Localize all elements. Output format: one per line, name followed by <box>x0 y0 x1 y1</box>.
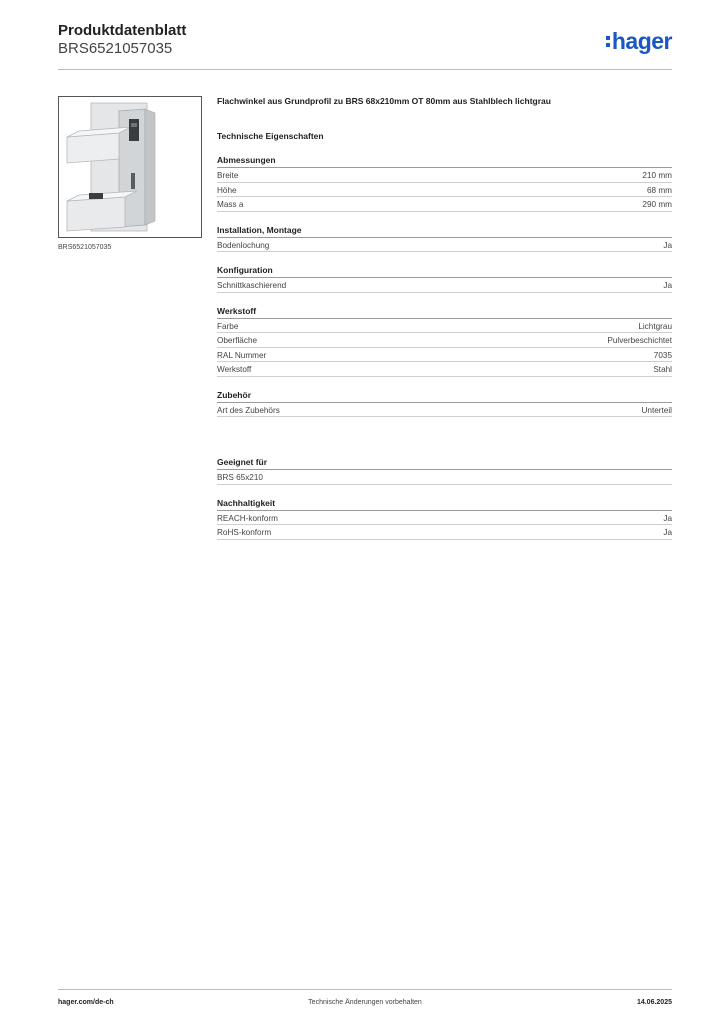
page-header <box>58 22 672 70</box>
footer-date: 14.06.2025 <box>636 999 672 1006</box>
section-title: Werkstoff <box>217 306 672 319</box>
specifications <box>217 96 672 540</box>
spec-label: Bodenlochung <box>217 240 270 250</box>
flat-angle-product-icon <box>59 97 202 238</box>
spec-section <box>217 265 672 293</box>
spec-label: RAL Nummer <box>217 350 267 360</box>
spec-label: BRS 65x210 <box>217 473 263 482</box>
spec-sections <box>217 155 672 540</box>
spec-value: 210 mm <box>642 171 672 180</box>
spec-row <box>217 238 672 253</box>
spec-value: Lichtgrau <box>638 321 672 331</box>
spec-label: RoHS-konform <box>217 528 272 537</box>
spec-value: 290 mm <box>642 200 672 209</box>
spec-row <box>217 333 672 348</box>
spec-section <box>217 498 672 540</box>
spec-value: Ja <box>663 528 672 537</box>
spec-row <box>217 525 672 540</box>
spec-label: Oberfläche <box>217 336 258 345</box>
spec-row <box>217 362 672 377</box>
spec-value: 7035 <box>653 350 672 360</box>
spec-label: Farbe <box>217 321 239 331</box>
spec-label: Art des Zubehörs <box>217 405 280 415</box>
spec-value: Pulverbeschichtet <box>607 336 672 345</box>
spec-label: Schnittkaschierend <box>217 281 287 290</box>
document-title: Produktdatenblatt <box>58 22 187 39</box>
section-title: Abmessungen <box>217 155 672 168</box>
logo-dots-icon <box>606 34 610 48</box>
section-title: Konfiguration <box>217 265 672 278</box>
document-subtitle: BRS6521057035 <box>58 40 173 57</box>
spec-section <box>217 390 672 418</box>
spec-label: Breite <box>217 171 239 180</box>
section-title: Installation, Montage <box>217 225 672 238</box>
spec-row <box>217 168 672 183</box>
spec-row <box>217 348 672 363</box>
product-description: Flachwinkel aus Grundprofil zu BRS 68x210mm OT 80mm aus Stahlblech lichtgrau <box>217 96 551 106</box>
spec-section <box>217 457 672 485</box>
spec-row <box>217 183 672 198</box>
section-title: Zubehör <box>217 390 672 403</box>
section-title: Nachhaltigkeit <box>217 498 672 511</box>
spec-row <box>217 319 672 334</box>
spec-row <box>217 197 672 212</box>
image-caption: BRS6521057035 <box>58 244 112 251</box>
spec-row <box>217 511 672 526</box>
spec-section <box>217 225 672 253</box>
spec-row <box>217 470 672 485</box>
hager-logo <box>606 26 672 56</box>
footer-website: hager.com/de-ch <box>58 999 114 1006</box>
spec-value: Ja <box>663 240 672 250</box>
technical-properties-heading: Technische Eigenschaften <box>217 131 324 141</box>
spec-value: Ja <box>663 281 672 290</box>
footer-disclaimer: Technische Änderungen vorbehalten <box>308 999 422 1006</box>
spec-section <box>217 306 672 377</box>
spec-section <box>217 155 672 212</box>
product-image <box>58 96 202 238</box>
spec-label: REACH-konform <box>217 513 278 523</box>
spec-row <box>217 278 672 293</box>
spec-label: Werkstoff <box>217 365 252 374</box>
section-title: Geeignet für <box>217 457 672 470</box>
spec-row <box>217 403 672 418</box>
spec-label: Mass a <box>217 200 244 209</box>
spec-value: 68 mm <box>646 185 672 195</box>
page-footer <box>58 989 672 1013</box>
spec-value: Unterteil <box>641 405 672 415</box>
spec-label: Höhe <box>217 185 237 195</box>
logo-text: hager <box>611 27 672 54</box>
spec-value: Ja <box>663 513 672 523</box>
spec-value: Stahl <box>653 365 672 374</box>
